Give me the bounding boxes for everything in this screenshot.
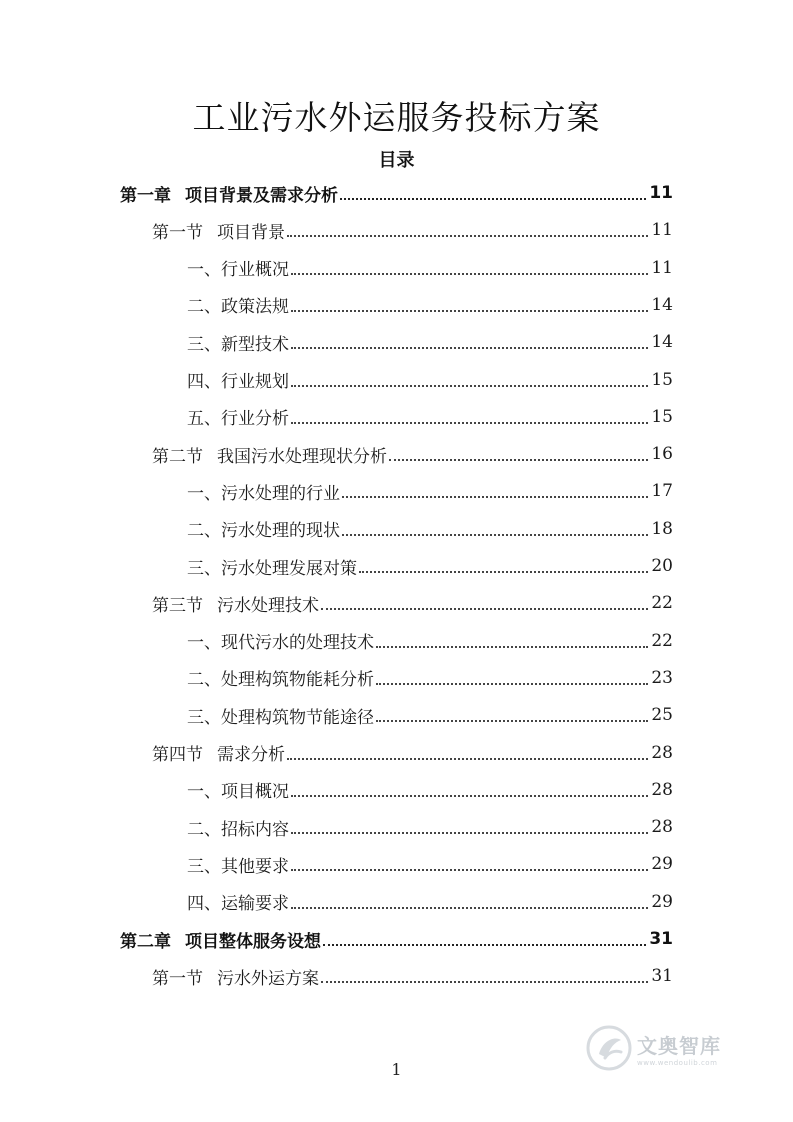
toc-section-entry[interactable] xyxy=(152,585,673,621)
toc-entry-number: 第一节 xyxy=(152,968,203,989)
toc-entry-page: 22 xyxy=(651,593,673,614)
toc-entry-label xyxy=(152,964,319,989)
toc-entry-label xyxy=(187,516,340,541)
toc-dot-leader xyxy=(389,459,648,461)
toc-entry-text: 行业分析 xyxy=(221,409,289,430)
toc-entry-page: 22 xyxy=(651,630,673,651)
toc-entry-number: 二、 xyxy=(187,670,221,691)
toc-entry-page: 11 xyxy=(649,183,673,203)
toc-entry-number: 五、 xyxy=(187,409,221,430)
toc-entry-text: 污水处理的现状 xyxy=(221,521,340,542)
toc-heading: 目录 xyxy=(378,150,415,171)
toc-entry-text: 处理构筑物能耗分析 xyxy=(221,670,374,691)
toc-dot-leader xyxy=(287,758,648,760)
toc-entry-label xyxy=(187,367,289,392)
toc-entry-number: 二、 xyxy=(187,819,221,840)
toc-chapter-entry[interactable] xyxy=(120,175,673,211)
toc-dot-leader xyxy=(291,310,648,312)
toc-dot-leader xyxy=(340,198,646,200)
toc-entry-text: 政策法规 xyxy=(221,297,289,318)
toc-section-entry[interactable] xyxy=(152,735,673,771)
toc-entry-page: 31 xyxy=(649,929,673,949)
toc-entry-text: 新型技术 xyxy=(221,334,289,355)
toc-entry-page: 28 xyxy=(651,817,673,838)
toc-entry-page: 14 xyxy=(651,332,673,353)
toc-dot-leader xyxy=(291,422,648,424)
toc-entry-number: 一、 xyxy=(187,782,221,803)
toc-subsection-entry[interactable] xyxy=(187,846,673,882)
toc-entry-number: 第二节 xyxy=(152,446,203,467)
toc-entry-number: 二、 xyxy=(187,521,221,542)
toc-entry-text: 污水处理发展对策 xyxy=(221,558,357,579)
toc-entry-page: 31 xyxy=(651,966,673,987)
toc-entry-label xyxy=(187,330,289,355)
toc-entry-page: 11 xyxy=(651,257,673,278)
toc-entry-page: 25 xyxy=(651,705,673,726)
toc-entry-label xyxy=(187,404,289,429)
toc-entry-page: 29 xyxy=(651,854,673,875)
toc-dot-leader xyxy=(291,347,648,349)
toc-entry-page: 20 xyxy=(651,556,673,576)
toc-entry-page: 23 xyxy=(651,667,673,688)
toc-entry-text: 需求分析 xyxy=(217,745,285,765)
toc-entry-page: 16 xyxy=(651,444,673,465)
toc-entry-label xyxy=(152,442,387,467)
toc-dot-leader xyxy=(376,646,648,648)
toc-dot-leader xyxy=(287,235,648,237)
toc-dot-leader xyxy=(291,907,648,909)
toc-entry-text: 污水处理技术 xyxy=(217,595,319,616)
toc-entry-page: 28 xyxy=(651,779,673,800)
toc-dot-leader xyxy=(376,720,648,722)
toc-dot-leader xyxy=(321,608,648,610)
toc-entry-label xyxy=(120,181,338,206)
toc-dot-leader xyxy=(342,534,648,536)
toc-entry-page: 15 xyxy=(651,406,673,427)
toc-chapter-entry[interactable] xyxy=(120,921,673,957)
toc-entry-text: 污水外运方案 xyxy=(217,968,319,989)
toc-entry-label xyxy=(187,703,374,728)
toc-entry-label xyxy=(187,889,289,914)
toc-entry-label xyxy=(187,554,357,579)
toc-entry-number: 二、 xyxy=(187,297,221,318)
toc-subsection-entry[interactable] xyxy=(187,660,673,696)
toc-dot-leader xyxy=(291,385,648,387)
toc-subsection-entry[interactable] xyxy=(187,772,673,808)
toc-entry-label xyxy=(187,665,374,690)
toc-section-entry[interactable] xyxy=(152,958,673,994)
toc-subsection-entry[interactable] xyxy=(187,511,673,547)
toc-subsection-entry[interactable] xyxy=(187,324,673,360)
toc-section-entry[interactable] xyxy=(152,436,673,472)
toc-dot-leader xyxy=(359,571,648,573)
toc-entry-number: 三、 xyxy=(187,558,221,579)
toc-entry-number: 一、 xyxy=(187,483,221,504)
toc-entry-page: 14 xyxy=(651,294,673,315)
toc-subsection-entry[interactable] xyxy=(187,287,673,323)
toc-entry-text: 项目背景 xyxy=(217,222,285,243)
toc-entry-label xyxy=(187,292,289,317)
toc-entry-page: 17 xyxy=(651,481,673,502)
toc-subsection-entry[interactable] xyxy=(187,809,673,845)
toc-entry-text: 我国污水处理现状分析 xyxy=(217,446,387,467)
toc-entry-text: 其他要求 xyxy=(221,856,289,877)
toc-subsection-entry[interactable] xyxy=(187,473,673,509)
toc-dot-leader xyxy=(291,795,648,797)
toc-section-entry[interactable] xyxy=(152,212,673,248)
toc-entry-number: 四、 xyxy=(187,894,221,915)
toc-entry-text: 污水处理的行业 xyxy=(221,483,340,504)
toc-entry-page: 29 xyxy=(651,891,673,912)
toc-dot-leader xyxy=(291,832,648,834)
toc-entry-label xyxy=(187,852,289,877)
toc-entry-number: 三、 xyxy=(187,707,221,728)
watermark-brand: 文奥智库 xyxy=(637,1033,721,1058)
toc-entry-number: 四、 xyxy=(187,372,221,392)
toc-subsection-entry[interactable] xyxy=(187,362,673,398)
toc-dot-leader xyxy=(323,944,646,946)
toc-subsection-entry[interactable] xyxy=(187,250,673,286)
toc-subsection-entry[interactable] xyxy=(187,548,673,584)
toc-entry-number: 第三节 xyxy=(152,595,203,616)
toc-entry-text: 运输要求 xyxy=(221,894,289,915)
toc-entry-label xyxy=(187,628,374,653)
toc-entry-text: 项目背景及需求分析 xyxy=(185,185,338,206)
watermark-url: www.wendoulib.com xyxy=(637,1058,718,1067)
document-title: 工业污水外运服务投标方案 xyxy=(192,98,601,137)
toc-entry-label xyxy=(187,255,289,280)
toc-entry-number: 一、 xyxy=(187,633,221,654)
toc-entry-number: 第一章 xyxy=(120,185,171,206)
toc-dot-leader xyxy=(342,496,648,498)
toc-entry-label xyxy=(187,815,289,840)
watermark xyxy=(585,1020,755,1076)
toc-entry-text: 行业规划 xyxy=(221,372,289,392)
toc-entry-page: 28 xyxy=(651,742,673,763)
toc-subsection-entry[interactable] xyxy=(187,399,673,435)
toc-dot-leader xyxy=(321,981,648,983)
toc-entry-label xyxy=(187,777,289,802)
toc-entry-number: 三、 xyxy=(187,334,221,355)
toc-entry-label xyxy=(120,927,321,952)
toc-entry-text: 招标内容 xyxy=(221,819,289,840)
toc-entry-page: 11 xyxy=(651,220,673,241)
toc-entry-number: 第二章 xyxy=(120,931,171,952)
toc-dot-leader xyxy=(291,869,648,871)
toc-entry-text: 现代污水的处理技术 xyxy=(221,633,374,654)
brand-logo-icon xyxy=(585,1024,633,1072)
toc-entry-label xyxy=(152,218,285,243)
toc-entry-page: 15 xyxy=(651,369,673,390)
toc-entry-page: 18 xyxy=(651,518,673,539)
toc-subsection-entry[interactable] xyxy=(187,623,673,659)
toc-dot-leader xyxy=(376,683,648,685)
toc-entry-text: 处理构筑物节能途径 xyxy=(221,707,374,728)
toc-entry-label xyxy=(187,479,340,504)
toc-entry-number: 一、 xyxy=(187,260,221,281)
page-number: 1 xyxy=(391,1060,402,1079)
toc-entry-label xyxy=(152,591,319,616)
toc-dot-leader xyxy=(291,273,648,275)
toc-entry-label xyxy=(152,740,285,765)
toc-entry-text: 项目概况 xyxy=(221,782,289,803)
toc-entry-text: 行业概况 xyxy=(221,260,289,281)
toc-subsection-entry[interactable] xyxy=(187,884,673,920)
toc-entry-number: 第四节 xyxy=(152,745,203,765)
toc-entry-number: 第一节 xyxy=(152,222,203,243)
toc-subsection-entry[interactable] xyxy=(187,697,673,733)
toc-entry-number: 三、 xyxy=(187,856,221,877)
toc-entry-text: 项目整体服务设想 xyxy=(185,931,321,952)
